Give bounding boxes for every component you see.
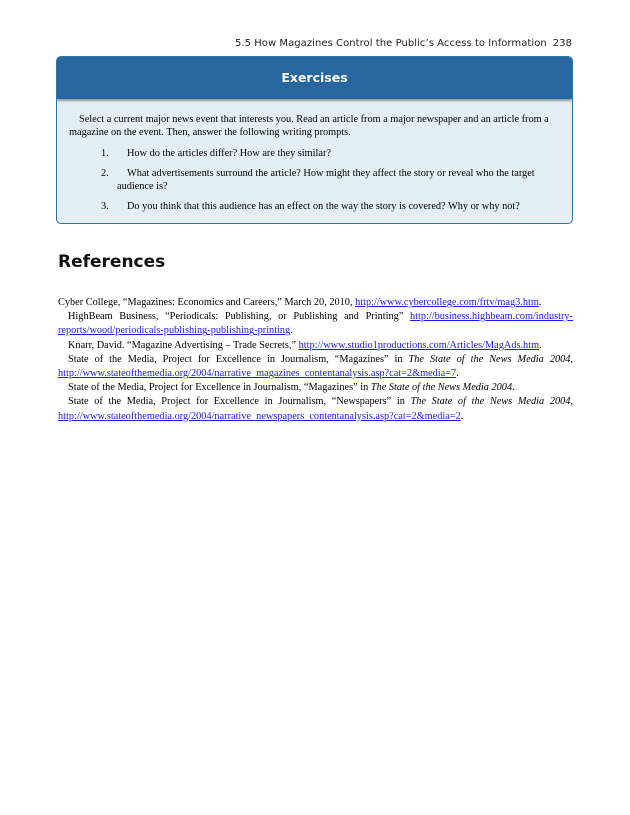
- section-title: 5.5 How Magazines Control the Public’s Access to Information: [234, 38, 547, 49]
- reference-entry: [58, 310, 573, 338]
- references-list: [58, 296, 573, 424]
- exercises-title: Exercises: [57, 57, 572, 99]
- exercises-body: [57, 99, 572, 213]
- exercise-item: [69, 147, 561, 160]
- reference-text: Cyber College, “Magazines: Economics and Careers,” March 20, 2010,: [58, 297, 356, 308]
- exercises-box: [56, 56, 573, 224]
- reference-publication: The State of the News Media 2004: [410, 396, 571, 408]
- exercise-number: 2.: [101, 168, 109, 179]
- reference-link[interactable]: http://www.cybercollege.com/frtv/mag3.htm: [355, 297, 539, 308]
- reference-publication: The State of the News Media 2004: [370, 382, 513, 394]
- reference-punct: .: [539, 339, 542, 351]
- exercises-intro: Select a current major news event that interests you. Read an article from a major newspaper and an article from a magazine on the event. Then, answer the following writing prompts.: [69, 114, 549, 138]
- reference-punct: ,: [570, 396, 573, 408]
- reference-link[interactable]: http://www.studio1productions.com/Articles/MagAds.htm: [298, 339, 540, 351]
- reference-punct: .: [456, 368, 459, 380]
- reference-link[interactable]: http://www.stateofthemedia.org/2004/narrative_newspapers_contentanalysis.asp?cat=2&media=2: [58, 410, 461, 422]
- reference-punct: .: [460, 410, 464, 422]
- reference-punct: ,: [570, 353, 573, 365]
- exercise-item: [69, 200, 561, 213]
- reference-text: State of the Media, Project for Excellence in Journalism, “Newspapers” in: [68, 396, 411, 408]
- reference-punct: .: [512, 382, 515, 394]
- reference-link[interactable]: http://www.stateofthemedia.org/2004/narrative_magazines_contentanalysis.asp?cat=2&media=7: [58, 368, 457, 380]
- exercise-text: What advertisements surround the article? How might they affect the story or reveal who the target audience is?: [117, 168, 535, 192]
- exercise-number: 3.: [101, 201, 109, 212]
- reference-text: State of the Media, Project for Excellence in Journalism, “Magazines” in: [68, 353, 409, 365]
- exercise-text: Do you think that this audience has an effect on the way the story is covered? Why or why not?: [127, 201, 520, 212]
- references-heading: References: [58, 252, 166, 272]
- reference-text: HighBeam Business, “Periodicals: Publishing, or Publishing and Printing”: [68, 311, 410, 323]
- running-header: [235, 38, 572, 49]
- reference-punct: .: [290, 325, 293, 337]
- reference-entry: [58, 339, 573, 353]
- exercises-list: [69, 147, 561, 213]
- exercise-item: [69, 167, 561, 193]
- reference-entry: [58, 353, 573, 381]
- reference-entry: [58, 381, 573, 395]
- exercise-text: How do the articles differ? How are they similar?: [127, 148, 331, 159]
- reference-text: Knarr, David. “Magazine Advertising – Trade Secrets,”: [68, 339, 299, 351]
- reference-entry: [58, 395, 573, 423]
- reference-entry: [58, 296, 573, 310]
- exercise-number: 1.: [101, 148, 109, 159]
- reference-publication: The State of the News Media 2004: [408, 353, 571, 365]
- reference-text: State of the Media, Project for Excellence in Journalism, “Magazines” in: [68, 382, 371, 394]
- reference-link[interactable]: http://business.highbeam.com/industry-reports/wood/periodicals-publishing-publishing-printing: [58, 311, 573, 337]
- reference-punct: .: [538, 297, 542, 308]
- page-number: 238: [552, 38, 572, 49]
